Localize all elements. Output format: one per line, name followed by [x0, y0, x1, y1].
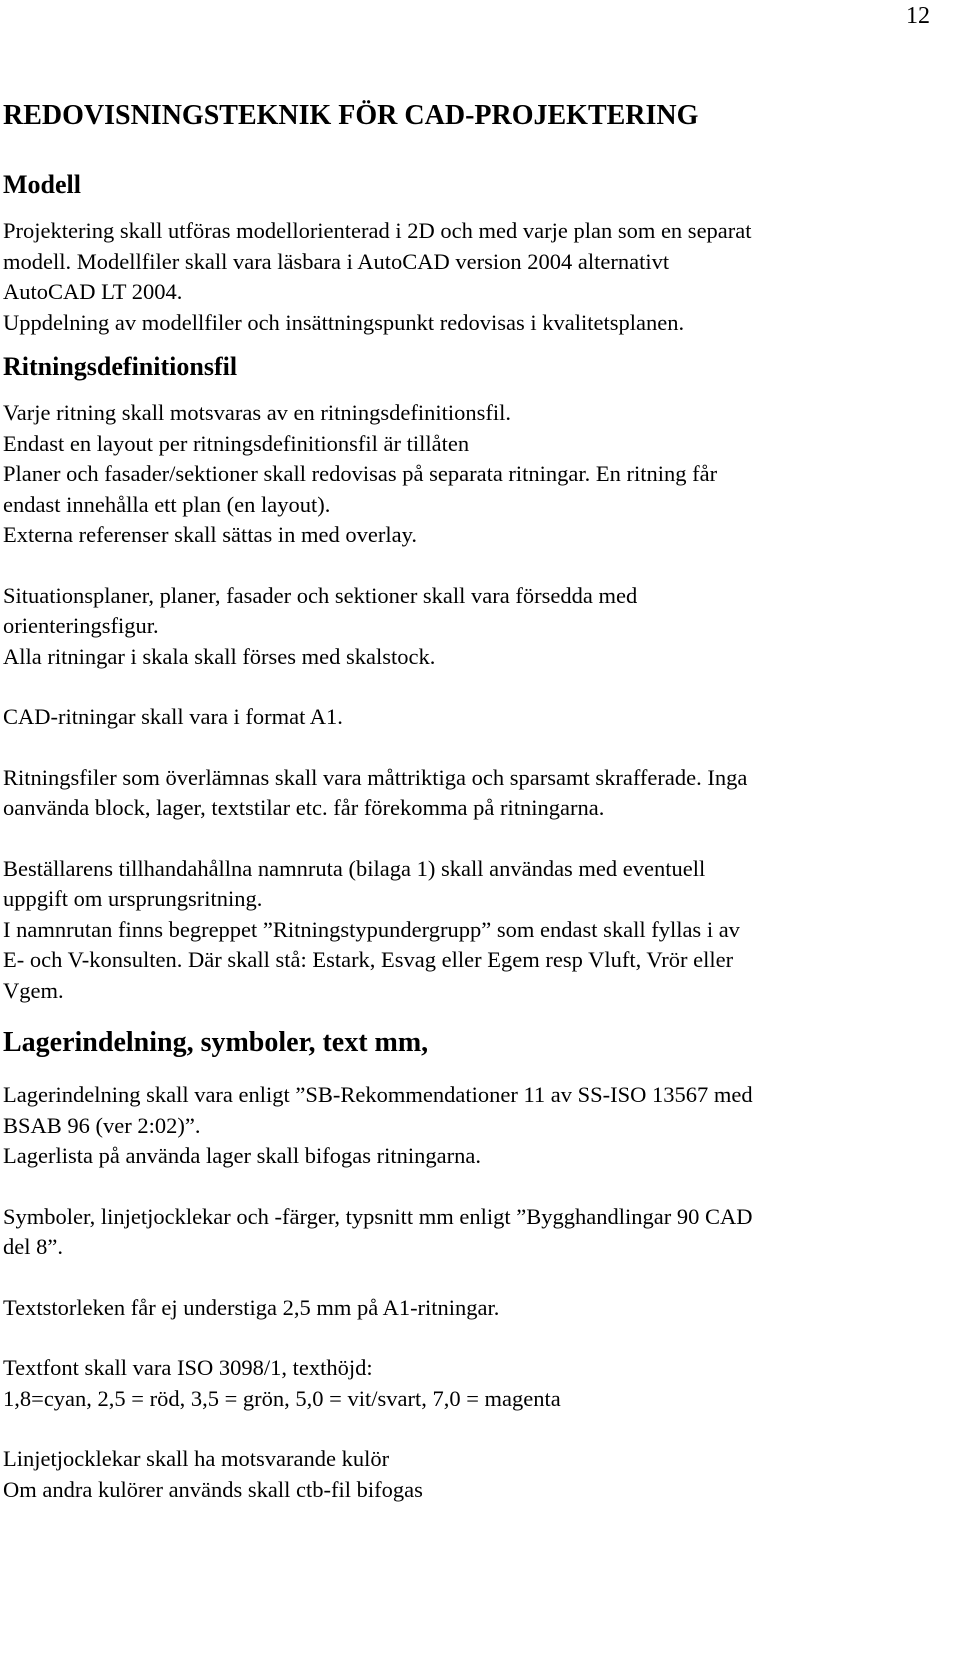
text-line: 1,8=cyan, 2,5 = röd, 3,5 = grön, 5,0 = vit/svart, 7,0 = magenta — [3, 1385, 561, 1411]
document-title: REDOVISNINGSTEKNIK FÖR CAD-PROJEKTERING — [3, 100, 699, 131]
spacer — [3, 1414, 948, 1444]
text-line: Endast en layout per ritningsdefinitionsfil är tillåten — [3, 430, 470, 456]
text-line: Situationsplaner, planer, fasader och sektioner skall vara försedda med — [3, 582, 638, 608]
section-heading-ritningsdefinitionsfil: Ritningsdefinitionsfil — [3, 352, 238, 381]
paragraph-ritningsdefinitionsfil-1 — [3, 398, 948, 551]
paragraph-ritningsdefinitionsfil-3 — [3, 702, 948, 733]
text-line: Externa referenser skall sättas in med overlay. — [3, 522, 417, 547]
text-line: Uppdelning av modellfiler och insättningspunkt redovisas i kvalitetsplanen. — [3, 309, 685, 335]
text-line: Om andra kulörer används skall ctb-fil bifogas — [3, 1476, 423, 1502]
paragraph-lagerindelning-4 — [3, 1353, 948, 1414]
text-line: E- och V-konsulten. Där skall stå: Estark, Esvag eller Egem resp Vluft, Vrör eller — [3, 947, 734, 972]
text-line: Textfont skall vara ISO 3098/1, texthöjd: — [3, 1355, 373, 1380]
spacer — [3, 672, 948, 702]
text-line: modell. Modellfiler skall vara läsbara i AutoCAD version 2004 alternativt — [3, 248, 670, 274]
section-heading-lagerindelning: Lagerindelning, symboler, text mm, — [3, 1027, 429, 1058]
text-line: endast innehålla ett plan (en layout). — [3, 491, 331, 517]
spacer — [3, 1263, 948, 1293]
text-line: Linjetjocklekar skall ha motsvarande kulör — [3, 1446, 390, 1471]
document-content — [3, 100, 948, 1505]
spacer — [3, 1323, 948, 1353]
paragraph-ritningsdefinitionsfil-4 — [3, 763, 948, 824]
text-line: Varje ritning skall motsvaras av en ritningsdefinitionsfil. — [3, 400, 512, 425]
spacer — [3, 1172, 948, 1202]
text-line: Ritningsfiler som överlämnas skall vara måttriktiga och sparsamt skrafferade. Inga — [3, 764, 748, 790]
text-line: Alla ritningar i skala skall förses med skalstock. — [3, 643, 436, 669]
paragraph-ritningsdefinitionsfil-2 — [3, 581, 948, 673]
text-line: Lagerindelning skall vara enligt ”SB-Rekommendationer 11 av SS-ISO 13567 med — [3, 1082, 753, 1107]
text-line: del 8”. — [3, 1234, 63, 1259]
text-line: Symboler, linjetjocklekar och -färger, typsnitt mm enligt ”Bygghandlingar 90 CAD — [3, 1203, 753, 1229]
text-line: I namnrutan finns begreppet ”Ritningstypundergrupp” som endast skall fyllas i av — [3, 916, 740, 942]
paragraph-lagerindelning-3 — [3, 1293, 948, 1324]
text-line: CAD-ritningar skall vara i format A1. — [3, 704, 343, 729]
text-line: AutoCAD LT 2004. — [3, 279, 183, 304]
text-line: orienteringsfigur. — [3, 613, 159, 638]
paragraph-ritningsdefinitionsfil-5 — [3, 854, 948, 1007]
paragraph-modell — [3, 216, 948, 338]
section-heading-modell: Modell — [3, 170, 81, 199]
text-line: uppgift om ursprungsritning. — [3, 886, 263, 911]
text-line: Vgem. — [3, 977, 64, 1003]
spacer — [3, 551, 948, 581]
text-line: Projektering skall utföras modellorienterad i 2D och med varje plan som en separat — [3, 218, 752, 243]
text-line: oanvända block, lager, textstilar etc. får förekomma på ritningarna. — [3, 795, 605, 820]
text-line: Planer och fasader/sektioner skall redovisas på separata ritningar. En ritning får — [3, 461, 718, 486]
paragraph-lagerindelning-5 — [3, 1444, 948, 1505]
spacer — [3, 824, 948, 854]
text-line: BSAB 96 (ver 2:02)”. — [3, 1112, 201, 1138]
page-number: 12 — [906, 3, 930, 29]
text-line: Beställarens tillhandahållna namnruta (bilaga 1) skall användas med eventuell — [3, 855, 706, 881]
spacer — [3, 733, 948, 763]
paragraph-lagerindelning-1 — [3, 1080, 948, 1172]
text-line: Lagerlista på använda lager skall bifogas ritningarna. — [3, 1143, 481, 1168]
text-line: Textstorleken får ej understiga 2,5 mm på A1-ritningar. — [3, 1294, 500, 1320]
paragraph-lagerindelning-2 — [3, 1202, 948, 1263]
